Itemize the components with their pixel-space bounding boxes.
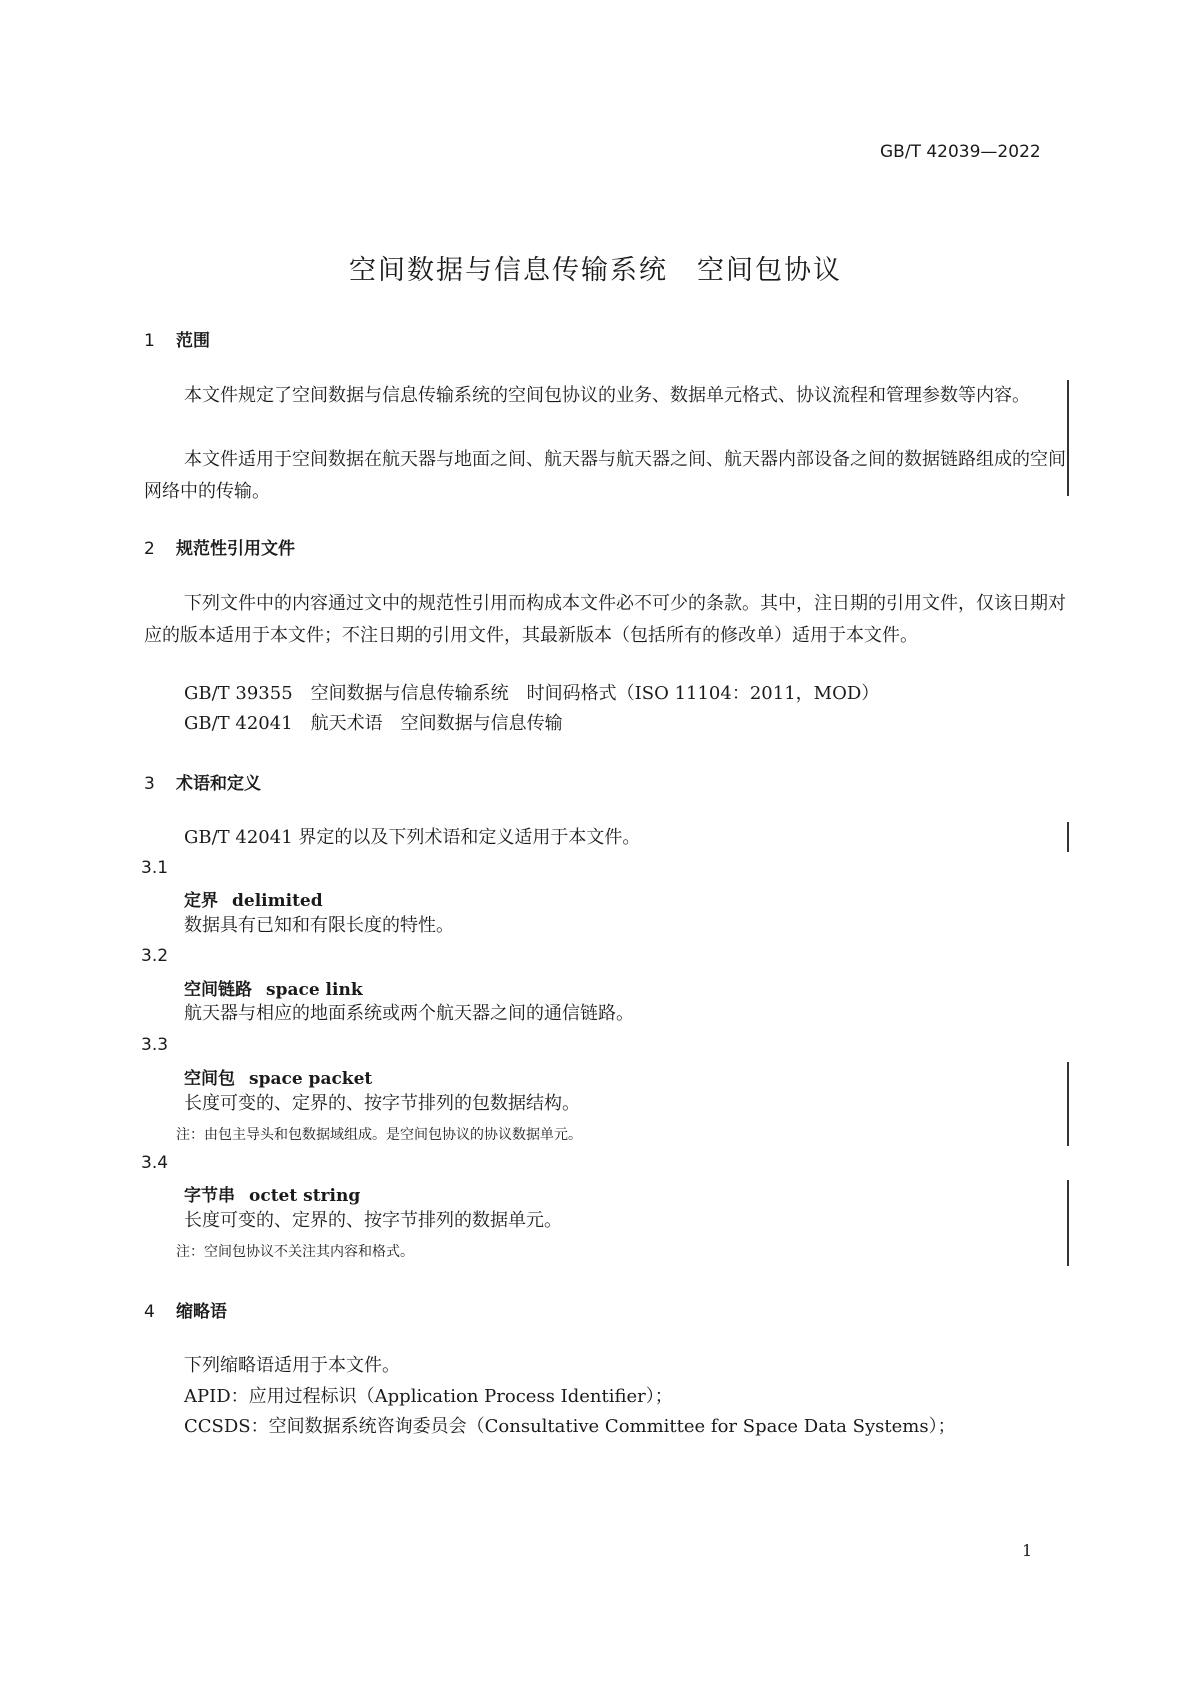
term-en: octet string	[249, 1186, 361, 1206]
paragraph: 下列文件中的内容通过文中的规范性引用而构成本文件必不可少的条款。其中，注日期的引用文件，仅该日期对应的版本适用于本文件；不注日期的引用文件，其最新版本（包括所有的修改单）适用于本文件。	[144, 593, 1066, 646]
section-number: 3	[144, 774, 155, 794]
reference-item: GB/T 42041 航天术语 空间数据与信息传输	[184, 713, 563, 734]
section-title: 范围	[176, 331, 210, 351]
section-heading-2	[144, 534, 295, 559]
term-heading	[184, 975, 363, 1000]
term-definition: 长度可变的、定界的、按字节排列的数据单元。	[184, 1210, 562, 1231]
change-bar	[1067, 380, 1069, 496]
section-title: 缩略语	[176, 1302, 227, 1322]
term-number: 3.1	[141, 858, 169, 878]
change-bar	[1067, 1062, 1069, 1146]
section-title: 术语和定义	[176, 774, 261, 794]
term-en: space link	[266, 980, 363, 1000]
term-zh: 空间包	[184, 1069, 235, 1089]
term-number: 3.3	[141, 1035, 169, 1055]
term-note: 注：空间包协议不关注其内容和格式。	[176, 1244, 414, 1260]
abbreviation-item: APID：应用过程标识（Application Process Identifier）；	[184, 1386, 673, 1407]
reference-item: GB/T 39355 空间数据与信息传输系统 时间码格式（ISO 11104：2011，MOD）	[184, 683, 880, 704]
abbreviation-item: CCSDS：空间数据系统咨询委员会（Consultative Committee for Space Data Systems）；	[184, 1416, 956, 1437]
section-number: 1	[144, 331, 155, 351]
section-heading-3	[144, 769, 261, 794]
section-title: 规范性引用文件	[176, 539, 295, 559]
paragraph: 本文件规定了空间数据与信息传输系统的空间包协议的业务、数据单元格式、协议流程和管理参数等内容。	[184, 385, 1030, 406]
term-en: space packet	[249, 1069, 373, 1089]
paragraph: 本文件适用于空间数据在航天器与地面之间、航天器与航天器之间、航天器内部设备之间的数据链路组成的空间网络中的传输。	[144, 449, 1066, 502]
term-definition: 航天器与相应的地面系统或两个航天器之间的通信链路。	[184, 1003, 634, 1024]
term-heading	[184, 886, 323, 911]
change-bar	[1067, 822, 1069, 852]
section-number: 2	[144, 539, 155, 559]
term-zh: 字节串	[184, 1186, 235, 1206]
term-note: 注：由包主导头和包数据域组成。是空间包协议的协议数据单元。	[176, 1127, 582, 1143]
document-title: 空间数据与信息传输系统 空间包协议	[349, 255, 842, 286]
term-definition: 数据具有已知和有限长度的特性。	[184, 915, 454, 936]
term-zh: 空间链路	[184, 980, 252, 1000]
paragraph: 下列缩略语适用于本文件。	[184, 1355, 400, 1376]
change-bar	[1067, 1180, 1069, 1266]
section-heading-1	[144, 326, 210, 351]
term-number: 3.2	[141, 946, 169, 966]
paragraph: GB/T 42041 界定的以及下列术语和定义适用于本文件。	[184, 827, 641, 848]
term-definition: 长度可变的、定界的、按字节排列的包数据结构。	[184, 1093, 580, 1114]
term-en: delimited	[232, 891, 323, 911]
term-zh: 定界	[184, 891, 218, 911]
section-heading-4	[144, 1297, 227, 1322]
term-number: 3.4	[141, 1153, 169, 1173]
section-number: 4	[144, 1302, 155, 1322]
standard-number: GB/T 42039—2022	[880, 142, 1041, 162]
page-number: 1	[1022, 1541, 1033, 1560]
term-heading	[184, 1064, 372, 1089]
term-heading	[184, 1181, 360, 1206]
